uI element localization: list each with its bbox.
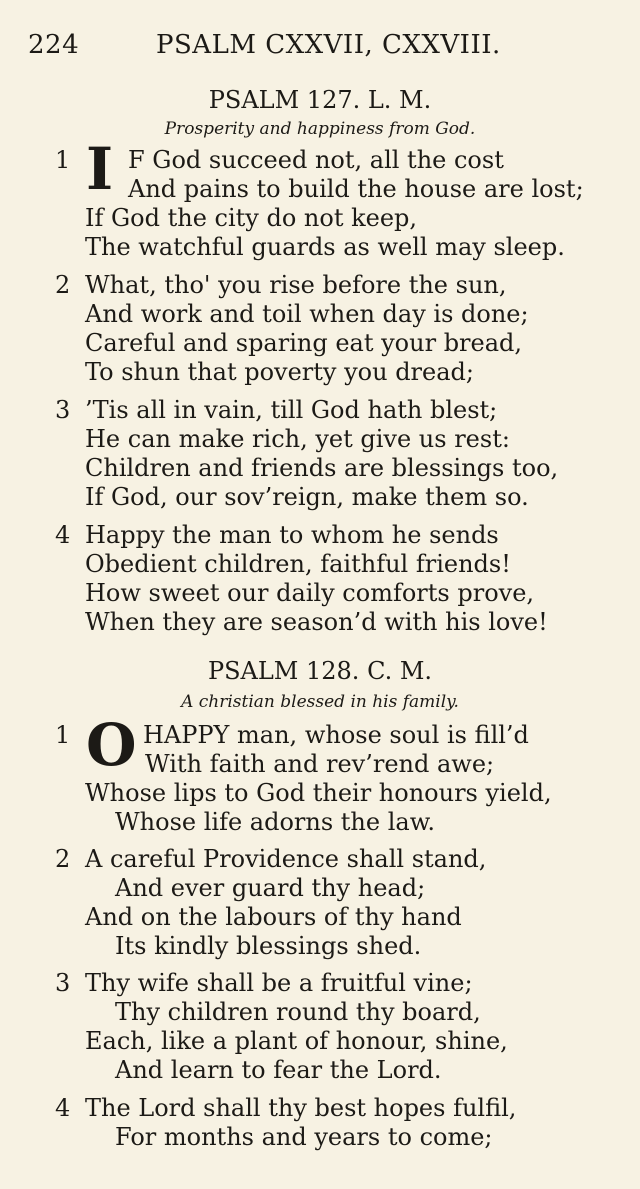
verse-line: If God the city do not keep, <box>85 204 418 232</box>
stanza-number: 3 <box>55 969 71 997</box>
verse-line: And learn to fear the Lord. <box>115 1056 442 1084</box>
stanza-number: 1 <box>55 721 71 749</box>
verse-line: For months and years to come; <box>115 1123 493 1151</box>
stanza-number: 4 <box>55 521 71 549</box>
verse-line: Thy wife shall be a fruitful vine; <box>85 969 473 997</box>
verse-line: Each, like a plant of honour, shine, <box>85 1027 508 1055</box>
running-title: PSALM CXXVII, CXXVIII. <box>156 30 501 60</box>
drop-cap: I <box>86 135 114 203</box>
verse-line: And on the labours of thy hand <box>85 903 462 931</box>
verse-line: And work and toil when day is done; <box>85 300 529 328</box>
stanza-number: 2 <box>55 271 71 299</box>
verse-line: ’Tis all in vain, till God hath blest; <box>85 396 498 424</box>
verse-line: The watchful guards as well may sleep. <box>85 233 565 261</box>
verse-line: To shun that poverty you dread; <box>85 358 474 386</box>
verse-line: F God succeed not, all the cost <box>128 146 504 174</box>
stanza-number: 2 <box>55 845 71 873</box>
drop-cap: O <box>86 711 137 779</box>
verse-line: With faith and rev’rend awe; <box>145 750 495 778</box>
verse-line: If God, our sov’reign, make them so. <box>85 483 529 511</box>
verse-line: When they are season’d with his love! <box>85 608 548 636</box>
verse-line: Children and friends are blessings too, <box>85 454 559 482</box>
verse-line: How sweet our daily comforts prove, <box>85 579 535 607</box>
verse-line: Happy the man to whom he sends <box>85 521 499 549</box>
verse-line: Thy children round thy board, <box>115 998 481 1026</box>
psalm-127-subtitle: Prosperity and happiness from God. <box>164 119 476 139</box>
verse-line: And ever guard thy head; <box>115 874 426 902</box>
page-number: 224 <box>28 30 80 60</box>
verse-line: A careful Providence shall stand, <box>85 845 487 873</box>
verse-line: The Lord shall thy best hopes fulfil, <box>85 1094 517 1122</box>
verse-line: He can make rich, yet give us rest: <box>85 425 510 453</box>
psalm-128-heading: PSALM 128. C. M. <box>207 657 433 685</box>
psalm-127-heading: PSALM 127. L. M. <box>208 86 432 114</box>
verse-line: HAPPY man, whose soul is fill’d <box>143 721 529 749</box>
psalm-128-subtitle: A christian blessed in his family. <box>181 692 459 712</box>
verse-line: Obedient children, faithful friends! <box>85 550 511 578</box>
verse-line: Whose life adorns the law. <box>115 808 436 836</box>
verse-line: What, tho' you rise before the sun, <box>85 271 507 299</box>
verse-line: Whose lips to God their honours yield, <box>85 779 552 807</box>
verse-line: Careful and sparing eat your bread, <box>85 329 523 357</box>
stanza-number: 4 <box>55 1094 71 1122</box>
verse-line: Its kindly blessings shed. <box>115 932 422 960</box>
stanza-number: 1 <box>55 146 71 174</box>
stanza-number: 3 <box>55 396 71 424</box>
verse-line: And pains to build the house are lost; <box>128 175 584 203</box>
